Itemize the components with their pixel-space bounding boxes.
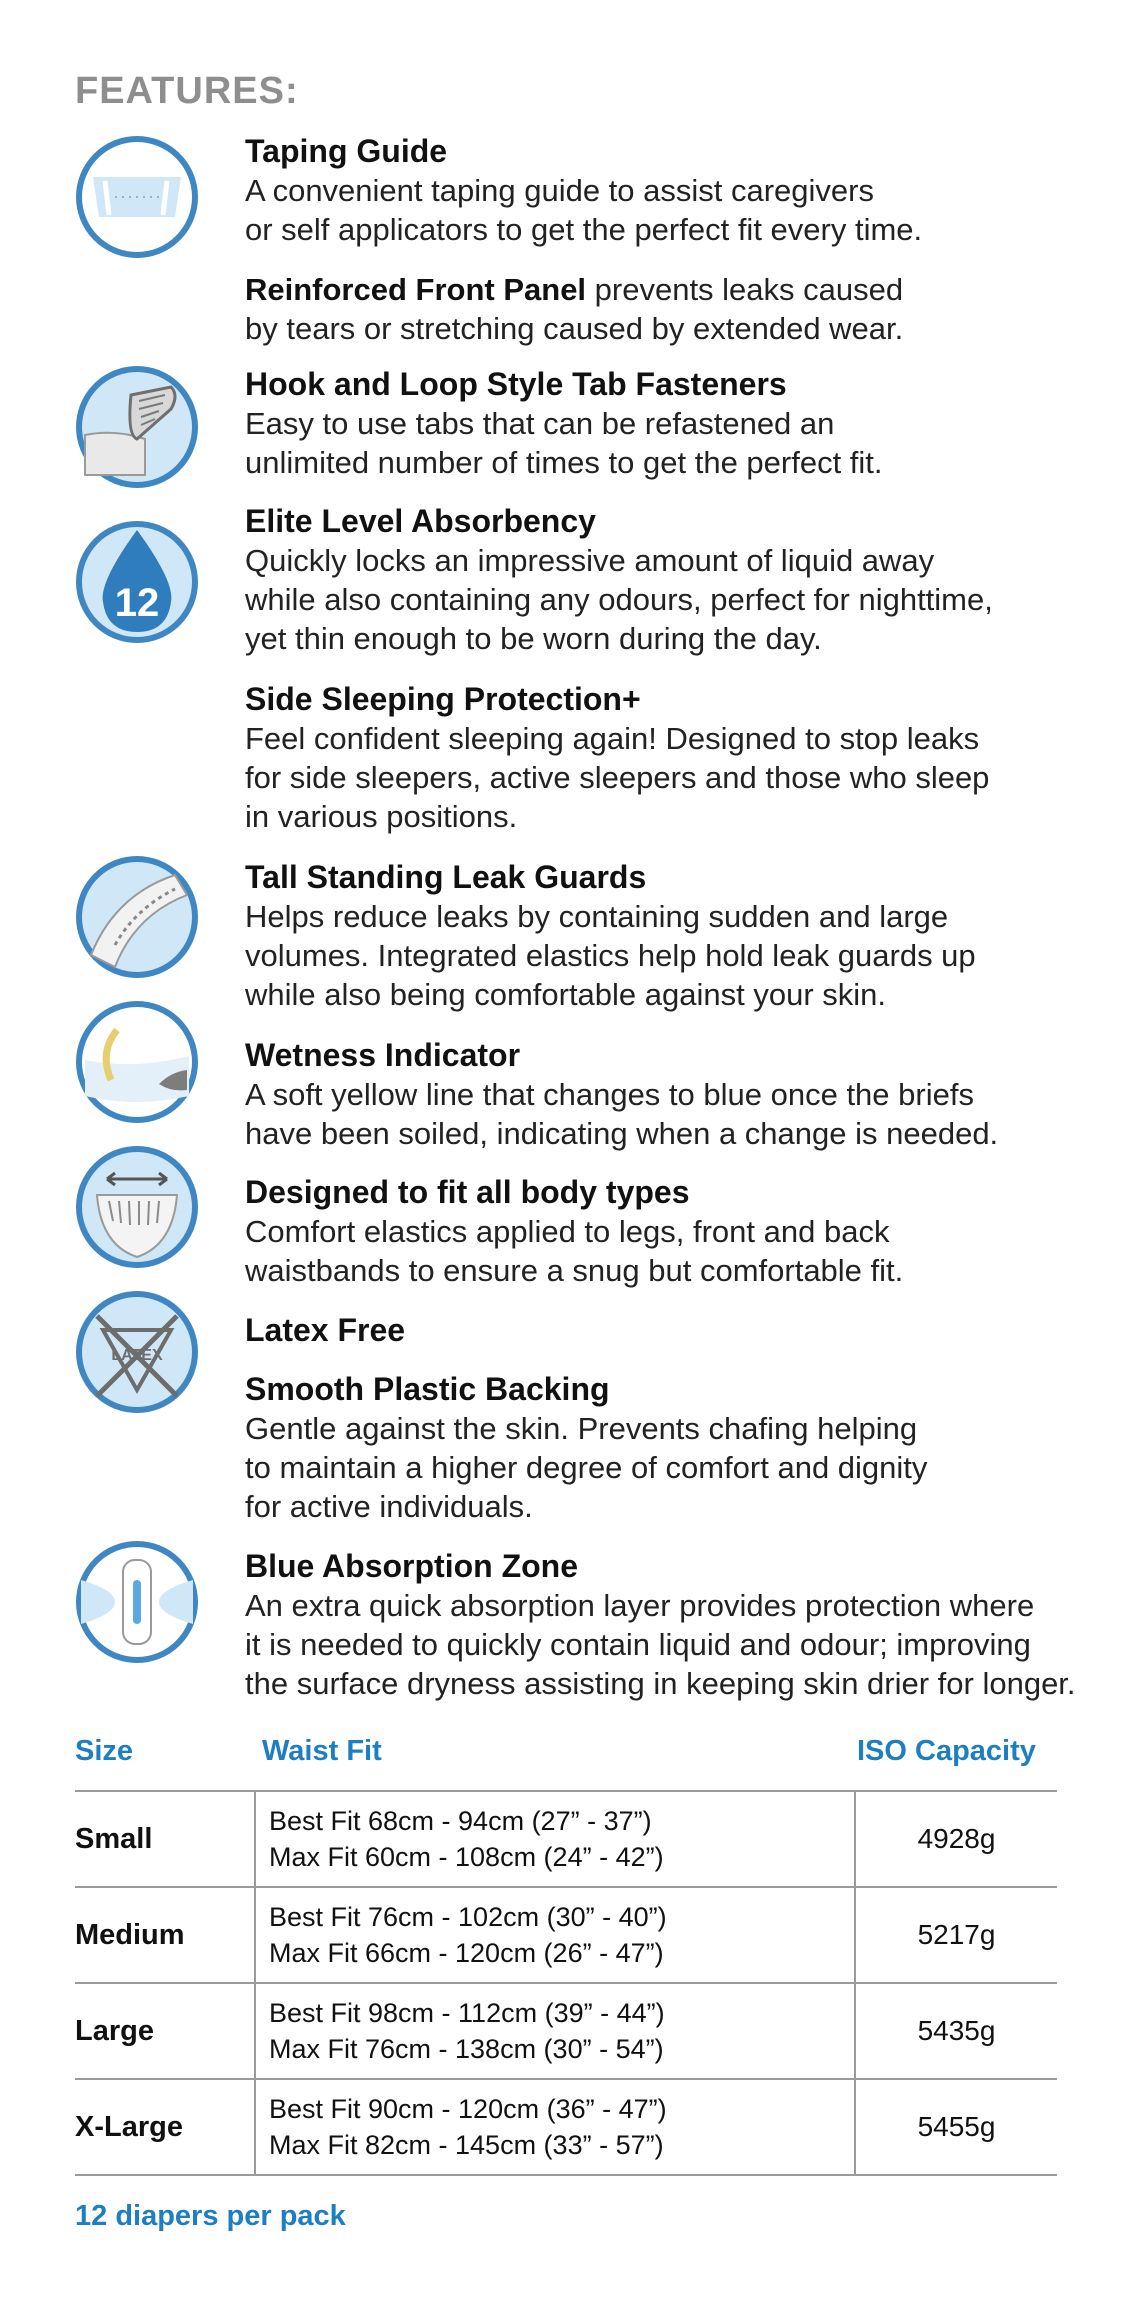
feature-hook-loop bbox=[245, 365, 1085, 482]
leak-guard-icon bbox=[75, 855, 199, 979]
feature-line: Quickly locks an impressive amount of liquid away bbox=[245, 543, 935, 578]
best-fit: Best Fit 90cm - 120cm (36” - 47”) bbox=[269, 2094, 667, 2124]
feature-title: Latex Free bbox=[245, 1312, 406, 1348]
feature-line: An extra quick absorption layer provides protection where bbox=[245, 1588, 1035, 1623]
feature-line: while also containing any odours, perfect for nighttime, bbox=[245, 582, 993, 617]
feature-leak-guards bbox=[245, 858, 1085, 1014]
feature-title: Designed to fit all body types bbox=[245, 1174, 690, 1210]
feature-body-fit bbox=[245, 1173, 1085, 1290]
feature-line: yet thin enough to be worn during the day. bbox=[245, 621, 822, 656]
wetness-indicator-icon bbox=[75, 1000, 199, 1124]
feature-title: Blue Absorption Zone bbox=[245, 1548, 579, 1584]
size-cell: X-Large bbox=[75, 2110, 183, 2143]
feature-line: A convenient taping guide to assist caregivers bbox=[245, 173, 874, 208]
hook-loop-tab-icon bbox=[75, 365, 199, 489]
feature-line: Gentle against the skin. Prevents chafing helping bbox=[245, 1411, 918, 1446]
feature-title: Smooth Plastic Backing bbox=[245, 1371, 610, 1407]
latex-free-icon bbox=[75, 1290, 199, 1414]
feature-title: Side Sleeping Protection+ bbox=[245, 681, 641, 717]
table-header-size: Size bbox=[75, 1735, 134, 1767]
feature-line: to maintain a higher degree of comfort and dignity bbox=[245, 1450, 928, 1485]
feature-line: for side sleepers, active sleepers and those who sleep bbox=[245, 760, 990, 795]
feature-title: Elite Level Absorbency bbox=[245, 503, 596, 539]
table-header-iso: ISO Capacity bbox=[857, 1735, 1036, 1767]
feature-line: volumes. Integrated elastics help hold leak guards up bbox=[245, 938, 976, 973]
feature-side-sleeping bbox=[245, 680, 1085, 836]
feature-wetness-indicator bbox=[245, 1036, 1085, 1153]
feature-line: or self applicators to get the perfect fit every time. bbox=[245, 212, 923, 247]
max-fit: Max Fit 82cm - 145cm (33” - 57”) bbox=[269, 2130, 664, 2160]
feature-latex-free bbox=[245, 1311, 1085, 1350]
feature-line-rest: prevents leaks caused bbox=[586, 272, 904, 307]
max-fit: Max Fit 76cm - 138cm (30” - 54”) bbox=[269, 2034, 664, 2064]
feature-line: unlimited number of times to get the perfect fit. bbox=[245, 445, 883, 480]
max-fit: Max Fit 60cm - 108cm (24” - 42”) bbox=[269, 1842, 664, 1872]
best-fit: Best Fit 68cm - 94cm (27” - 37”) bbox=[269, 1806, 652, 1836]
feature-plastic-backing bbox=[245, 1370, 1085, 1526]
feature-title: Reinforced Front Panel bbox=[245, 272, 587, 307]
features-heading: FEATURES: bbox=[75, 70, 299, 112]
iso-cell: 5455g bbox=[917, 2111, 996, 2142]
feature-line: while also being comfortable against your skin. bbox=[245, 977, 887, 1012]
feature-line: by tears or stretching caused by extended wear. bbox=[245, 311, 904, 346]
absorbency-drop-icon bbox=[75, 520, 199, 644]
best-fit: Best Fit 98cm - 112cm (39” - 44”) bbox=[269, 1998, 665, 2028]
iso-cell: 4928g bbox=[917, 1823, 996, 1854]
iso-cell: 5435g bbox=[917, 2015, 996, 2046]
feature-line: it is needed to quickly contain liquid and odour; improving bbox=[245, 1627, 1031, 1662]
max-fit: Max Fit 66cm - 120cm (26” - 47”) bbox=[269, 1938, 664, 1968]
feature-absorption-zone bbox=[245, 1547, 1085, 1703]
feature-title: Tall Standing Leak Guards bbox=[245, 859, 647, 895]
feature-line: have been soiled, indicating when a change is needed. bbox=[245, 1116, 999, 1151]
table-row bbox=[75, 1887, 1057, 1983]
feature-elite-absorbency bbox=[245, 502, 1085, 658]
absorption-zone-icon bbox=[75, 1540, 199, 1664]
body-fit-icon bbox=[75, 1145, 199, 1269]
feature-taping-guide bbox=[245, 132, 1085, 249]
feature-line: waistbands to ensure a snug but comfortable fit. bbox=[245, 1253, 904, 1288]
feature-line: Helps reduce leaks by containing sudden and large bbox=[245, 899, 949, 934]
feature-line bbox=[245, 270, 1085, 309]
iso-cell: 5217g bbox=[917, 1919, 996, 1950]
feature-title: Hook and Loop Style Tab Fasteners bbox=[245, 366, 787, 402]
feature-title: Taping Guide bbox=[245, 133, 448, 169]
feature-line: for active individuals. bbox=[245, 1489, 533, 1524]
pack-count-note: 12 diapers per pack bbox=[75, 2200, 346, 2232]
size-cell: Medium bbox=[75, 1918, 185, 1951]
table-row bbox=[75, 1791, 1057, 1887]
waist-cell bbox=[255, 1791, 855, 1887]
feature-line: in various positions. bbox=[245, 799, 518, 834]
waist-cell bbox=[255, 1983, 855, 2079]
svg-text:LATEX: LATEX bbox=[111, 1347, 163, 1364]
feature-reinforced-front-panel bbox=[245, 270, 1085, 348]
feature-line: Easy to use tabs that can be refastened an bbox=[245, 406, 835, 441]
feature-line: Feel confident sleeping again! Designed to stop leaks bbox=[245, 721, 980, 756]
waist-cell bbox=[255, 1887, 855, 1983]
taping-guide-icon bbox=[75, 135, 199, 259]
table-row bbox=[75, 1983, 1057, 2079]
feature-line: Comfort elastics applied to legs, front and back bbox=[245, 1214, 890, 1249]
size-table bbox=[75, 1790, 1057, 2176]
best-fit: Best Fit 76cm - 102cm (30” - 40”) bbox=[269, 1902, 667, 1932]
table-row bbox=[75, 2079, 1057, 2175]
table-header-waist: Waist Fit bbox=[262, 1735, 382, 1767]
svg-text:12: 12 bbox=[114, 581, 160, 625]
waist-cell bbox=[255, 2079, 855, 2175]
size-cell: Small bbox=[75, 1822, 153, 1855]
feature-line: the surface dryness assisting in keeping skin drier for longer. bbox=[245, 1666, 1076, 1701]
feature-title: Wetness Indicator bbox=[245, 1037, 521, 1073]
feature-line: A soft yellow line that changes to blue once the briefs bbox=[245, 1077, 974, 1112]
size-cell: Large bbox=[75, 2014, 154, 2047]
